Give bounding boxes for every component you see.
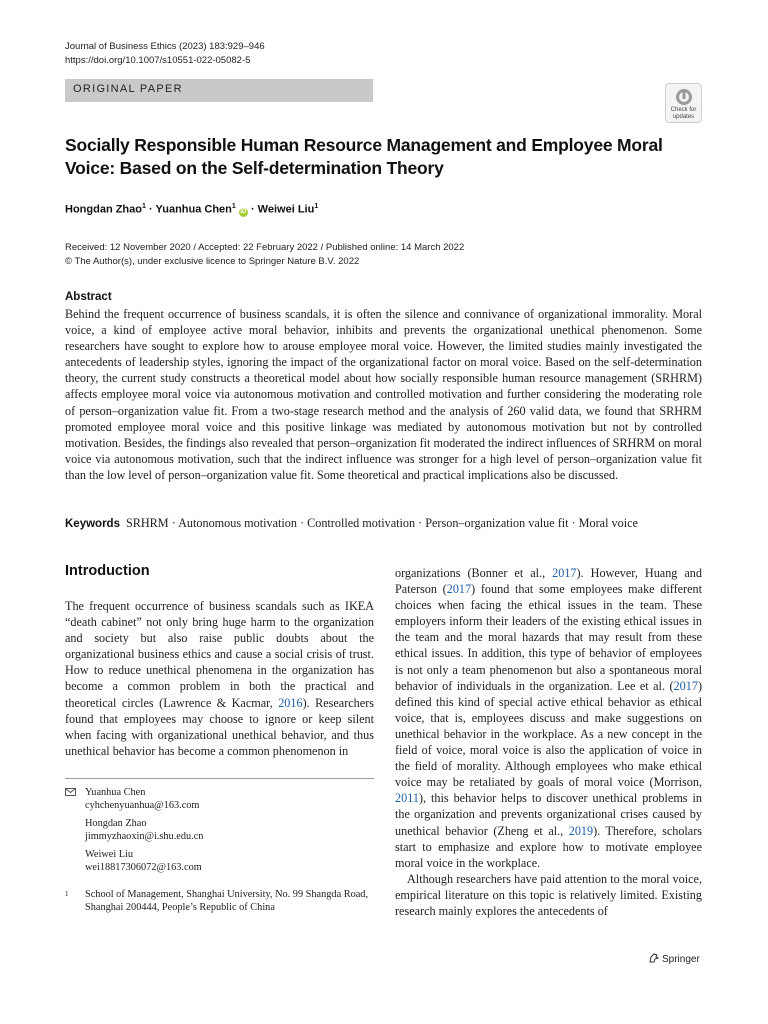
author-email[interactable]: jimmyzhaoxin@i.shu.edu.cn: [85, 831, 204, 842]
author-affiliation-mark: 1: [142, 203, 146, 210]
correspondence-block: [65, 786, 374, 879]
correspondence-entry: [85, 817, 374, 843]
author-name[interactable]: Yuanhua Chen: [155, 203, 232, 216]
author-name: Hongdan Zhao: [85, 818, 147, 829]
intro-paragraph: Although researchers have paid attention to the moral voice, empirical literature on this topic is relatively limited. Existing research mainly explores the antecedents of: [395, 871, 702, 918]
author-list: Hongdan Zhao$^1$ · Yuanhua Chen$^1$ iD · Weiwei Liu$^1$: [65, 203, 319, 216]
author-affiliation-mark: 1: [314, 203, 319, 210]
check-updates-line1: Check for: [670, 107, 697, 113]
abstract-text: Behind the frequent occurrence of business scandals, it is often the silence and connivance of organizational immorality. Moral voice, a kind of employee active moral behavior, inhibits and prevents the organizational unethical phenomenon. Some researchers have sought to explore how to arouse employee moral voice. However, the limited studies mainly investigated the antecedents of leadership styles, ignoring the impact of the organizational factor on moral voice. Based on the self-determination theory, the current study constructs a theoretical model about how socially responsible human resource management (SRHRM) affects employee moral voice via autonomous motivation and controlled motivation and further considering the moderating role of person–organization value fit. From a two-stage research method and the analysis of 260 valid data, we found that SRHRM promoted employee moral voice and this positive linkage was mediated by autonomous motivation but not by controlled motivation. Besides, the findings also revealed that person–organization fit moderated the indirect influences of SRHRM on moral voice via autonomous motivation, such that the indirect influence was stronger for a high level of person–organization value fit than the low level of person–organization value fit. Some theoretical and practical implications also be discussed.: [65, 307, 702, 482]
intro-right-column: [395, 565, 702, 919]
author-affiliation-mark: 1: [231, 203, 236, 210]
citation-link[interactable]: 2011: [395, 791, 419, 806]
citation-link[interactable]: 2016: [278, 695, 303, 710]
author-email[interactable]: cyhchenyuanhua@163.com: [85, 800, 200, 811]
abstract-heading: Abstract: [65, 291, 112, 303]
check-updates-icon: [674, 87, 694, 107]
keywords: [65, 516, 705, 531]
orcid-icon[interactable]: iD: [240, 208, 247, 215]
citation-link[interactable]: 2019: [568, 823, 594, 838]
publication-dates: [65, 241, 464, 269]
author-email[interactable]: wei18817306072@163.com: [85, 862, 202, 873]
citation-link[interactable]: 2017: [552, 566, 577, 580]
correspondence-entry: [85, 848, 374, 874]
author-name[interactable]: Hongdan Zhao: [65, 203, 142, 216]
citation-link[interactable]: 2017: [673, 678, 698, 693]
paper-title: Socially Responsible Human Resource Management and Employee Moral Voice: Based on the Self-determination Theory: [65, 135, 663, 178]
citation-link[interactable]: 2017: [446, 582, 472, 597]
publisher-logo: [648, 952, 700, 965]
intro-left-column: The frequent occurrence of business scandals such as IKEA “death cabinet” not only bring huge harm to the organization and society but also raise public doubts about the organizational business ethics and cause a social crisis of trust. How to reduce unethical phenomena in the organization has become a common problem in both the practical and theoretical circles (Lawrence & Kacmar, 2016). Researchers found that employees may choose to ignore or keep silent when facing with organizational unethical behavior, and thus unethical behavior has become a common phenomenon in: [65, 599, 374, 758]
history-dates: Received: 12 November 2020 / Accepted: 22 February 2022 / Published online: 14 March 2022: [65, 242, 465, 253]
author-name: Yuanhua Chen: [85, 787, 146, 798]
affiliation-text: School of Management, Shanghai University, No. 99 Shangda Road, Shanghai 200444, People’s Republic of China: [85, 889, 369, 913]
author-name[interactable]: Weiwei Liu: [257, 203, 315, 216]
publisher-name: Springer: [662, 954, 700, 965]
article-type-banner: ORIGINAL PAPER: [65, 79, 373, 102]
envelope-icon: [65, 788, 76, 796]
keywords-label: Keywords: [65, 518, 120, 530]
author-name: Weiwei Liu: [85, 849, 134, 860]
intro-paragraph: organizations (Bonner et al., 2017). However, Huang and Paterson (2017) found that some employees make different choices when facing the ethical issues in the team. These employers inform their leaders of the existing ethical issues in the team and the moral hazards that may result from these ethical issues. In addition, this type of behavior of employees is not only a team phenomenon but also a spontaneous moral behavior of individuals in the organization. Lee et al. (2017) defined this kind of special active ethical behavior as ethical voice, that is, employees discuss and make suggestions on unethical behavior in the workplace. As a new concept in the field of voice, moral voice is also the application of voice in the field of morality. Although employees who make ethical voice may be retaliated by goals of moral voice (Morrison, 2011), this behavior helps to discover unethical problems in the organization and prevents organizational crises caused by unethical behavior (Zheng et al., 2019). Therefore, scholars start to emphasize and explore how to motivate employee moral voice in the workplace.: [395, 566, 703, 870]
doi-link[interactable]: https://doi.org/10.1007/s10551-022-05082-5: [65, 55, 251, 66]
copyright-line: © The Author(s), under exclusive licence to Springer Nature B.V. 2022: [65, 256, 360, 267]
check-for-updates-badge[interactable]: [665, 83, 702, 123]
footnote-divider: [65, 778, 374, 779]
springer-horse-icon: [648, 952, 660, 964]
introduction-heading: Introduction: [65, 563, 150, 579]
correspondence-entry: [85, 786, 374, 812]
keywords-list: SRHRM · Autonomous motivation · Controlled motivation · Person–organization value fit · Moral voice: [125, 516, 638, 530]
affiliation-footnote: [65, 888, 374, 914]
check-updates-line2: updates: [672, 113, 695, 120]
affiliation-number: 1: [65, 890, 69, 898]
journal-citation: Journal of Business Ethics (2023) 183:929–946: [65, 41, 265, 52]
